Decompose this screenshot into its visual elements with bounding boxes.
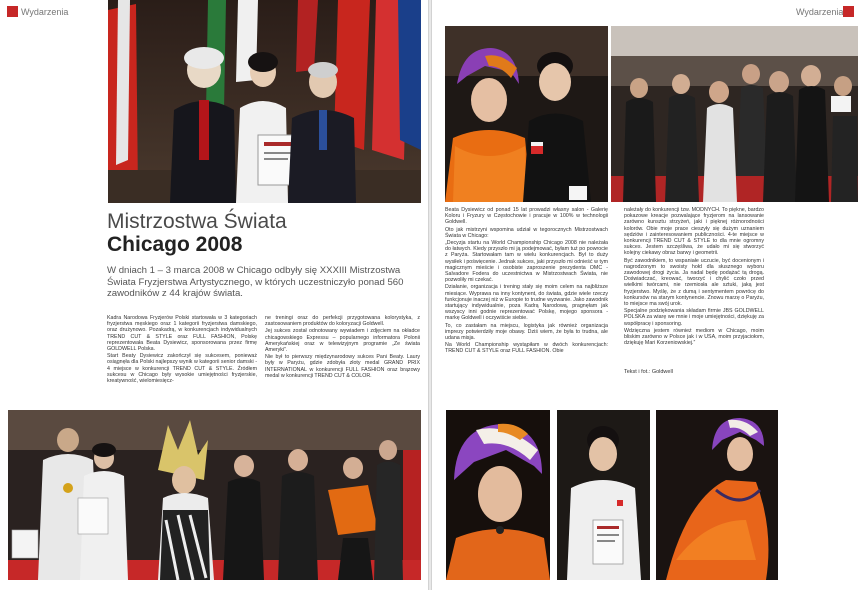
left-column-2 — [265, 315, 420, 380]
paragraph: To, co zastałam na miejscu, logistyka jak również organizacja imprezy potwierdziły moje obawy. Dziś wiem, że była to trudna, ale udana misja. — [445, 322, 608, 342]
paragraph: Kadra Narodowa Fryzjerów Polski startowała w 3 kategoriach fryzjerstwa męskiego oraz 1 kategorii fryzjerstwa damskiego, oraz drużynowo. Pozakadrą, w konkurencjach indywidualnych TREND CUT & STYLE oraz FULL FASHION, Polskę reprezentowała Beata Dysiewicz, sponsorowana przez firmę GOLDWELL Polska. — [107, 315, 257, 353]
paragraph: Oto jak mistrzyni wspomina udział w tegorocznych Mistrzostwach Świata w Chicago: — [445, 226, 608, 239]
left-column-1 — [107, 315, 257, 385]
paragraph: należały do konkurencji tzw. MODNYCH. To piękne, bardzo pokazowe kreacje pozwalające fryzjerom na lansowanie zarówno kunsztu strzyżeń, jaki i pięknej różnorodności kolorów. Obie moje prace cieszyły się dużym uznaniem sędziów i zainteresowaniem publiczności. 4-te miejsce w konkurencji TREND CUT & STYLE to dla mnie ogromny sukces. Jestem szczęśliwa, że udało mi się stworzyć kolejny ciekawy obraz barwy i geometrii. — [624, 207, 764, 257]
photo-model-purple-hair — [446, 410, 550, 580]
photo-award-ceremony — [108, 0, 421, 203]
article-title-line2: Chicago 2008 — [107, 233, 243, 256]
left-page — [0, 0, 428, 590]
paragraph: Beata Dysiewicz od ponad 15 lat prowadzi własny salon - Galerię Koloru i Fryzury w Częstochowie i pracuje w 100% w technologii Goldwell. — [445, 207, 608, 226]
paragraph: Specjalne podziękowania składam firmie JBS GOLDWELL POLSKA za wiarę we mnie i moje umiejętności, dziękuję za współpracę i sponsoring. — [624, 308, 764, 327]
section-label: Wydarzenia — [21, 7, 69, 17]
section-label: Wydarzenia — [796, 7, 844, 17]
photo-competition-floor — [8, 410, 421, 580]
paragraph: Wdzięczna jestem również mediom w Chicago, moim bliskim zarówno w Polsce jak i w USA, moim przyjaciołom, dziękuję Mari Korzeniowskiej.” — [624, 327, 764, 347]
paragraph: ne treningi oraz do perfekcji przygotowana kolorystyka, z zastosowaniem produktów do koloryzacji Goldwell. — [265, 315, 420, 328]
section-marker-icon — [843, 6, 854, 17]
right-column-1 — [445, 207, 608, 356]
photo-crowd — [611, 26, 858, 202]
photo-stylist-with-certificate — [557, 410, 650, 580]
article-lead: W dniach 1 – 3 marca 2008 w Chicago odbyły się XXXIII Mistrzostwa Świata Fryzjerstwa Artystycznego, w których uczestniczyło ponad 560 zawodników z 44 krajów świata. — [107, 265, 404, 299]
photo-model-and-stylist — [445, 26, 608, 202]
photo-model-orange-dress — [656, 410, 778, 580]
paragraph: Jej sukces został odnotowany wywiadem i zdjęciem na okładce chicagowskiego Expressu – popularnego informatora Polonii Amerykańskiej oraz w telewizyjnym programie „Ze świata Ameryki”. — [265, 328, 420, 354]
paragraph: Start Beaty Dysiewicz zakończył się sukcesem, ponieważ osiągnęła dla Polski najlepszy wynik w kategorii senior damski - 4 miejsce w konkurencji TREND CUT & STYLE. Źródłem sukcesu w Chicago były wysokie umiejętności fryzjerskie, kreatywność, wielomiesięcz- — [107, 353, 257, 385]
photo-credit: Tekst i fot.: Goldwell — [624, 369, 673, 375]
right-column-2 — [624, 207, 764, 347]
paragraph: Być zawodnikiem, to wspaniałe uczucie, być docenionym i nagrodzonym to swoisty hołd dla słusznego wyboru zawodowej drogi życia. Ja nadal będę podążać tą drogą. Doświadczać, kreować, tworzyć i chylić czoło przed wielkimi twórcami, nie rzemiosła ale sztuki, jaką jest fryzjerstwo. Myślę, że z dumą i sentymentem powrócę do konkursów na starym kontynencie. Znowu marzę o Paryżu, to miejsce ma swój urok. — [624, 257, 764, 308]
paragraph: Nie był to pierwszy międzynarodowy sukces Pani Beaty. Laury były w Paryżu, gdzie zdobyła złoty medal GRAND PRIX INTERNATIONAL w konkurencji FULL FASHION oraz brązowy medal w konkurencji TREND CUT & COLOR. — [265, 354, 420, 379]
paragraph: Działanie, organizacja i trening stały się moim celem na najbliższe miesiące. Wyprawa na inny kontynent, do świata, gdzie wiele rzeczy funkcjonuje inaczej niż w Europie to trudne wyzwanie. Jako zawodnik startujący indywidualnie, poza Kadrą Narodową, pragnęłam jak wszyscy inni godnie reprezentować Polskę, mojego sponsora - markę Goldwell i oczywiście siebie. — [445, 284, 608, 322]
right-page — [432, 0, 858, 590]
article-title-line1: Mistrzostwa Świata — [107, 210, 287, 233]
section-marker-icon — [7, 6, 18, 17]
paragraph: Na World Championship wystąpiłam w dwóch konkurencjach: TREND CUT & STYLE oraz FULL FASHION. Obie — [445, 342, 608, 355]
paragraph: „Decyzja startu na World Championship Chicago 2008 nie należała do łatwych. Kiedy przyszło mi ją podejmować, byłam tuż po powrocie z Paryża. Startowałam tam w wielu konkurencjach. Był to duży wysiłek i poświęcenie. Jednak sukces, jaki przyszło mi odnieść w tym magicznym mieście i osobiste zaproszenie prezydenta OMC - Salvadore Fodera do uczestnictwa w Mistrzostwach Świata, nie pozwoliły mi czekać. — [445, 240, 608, 284]
